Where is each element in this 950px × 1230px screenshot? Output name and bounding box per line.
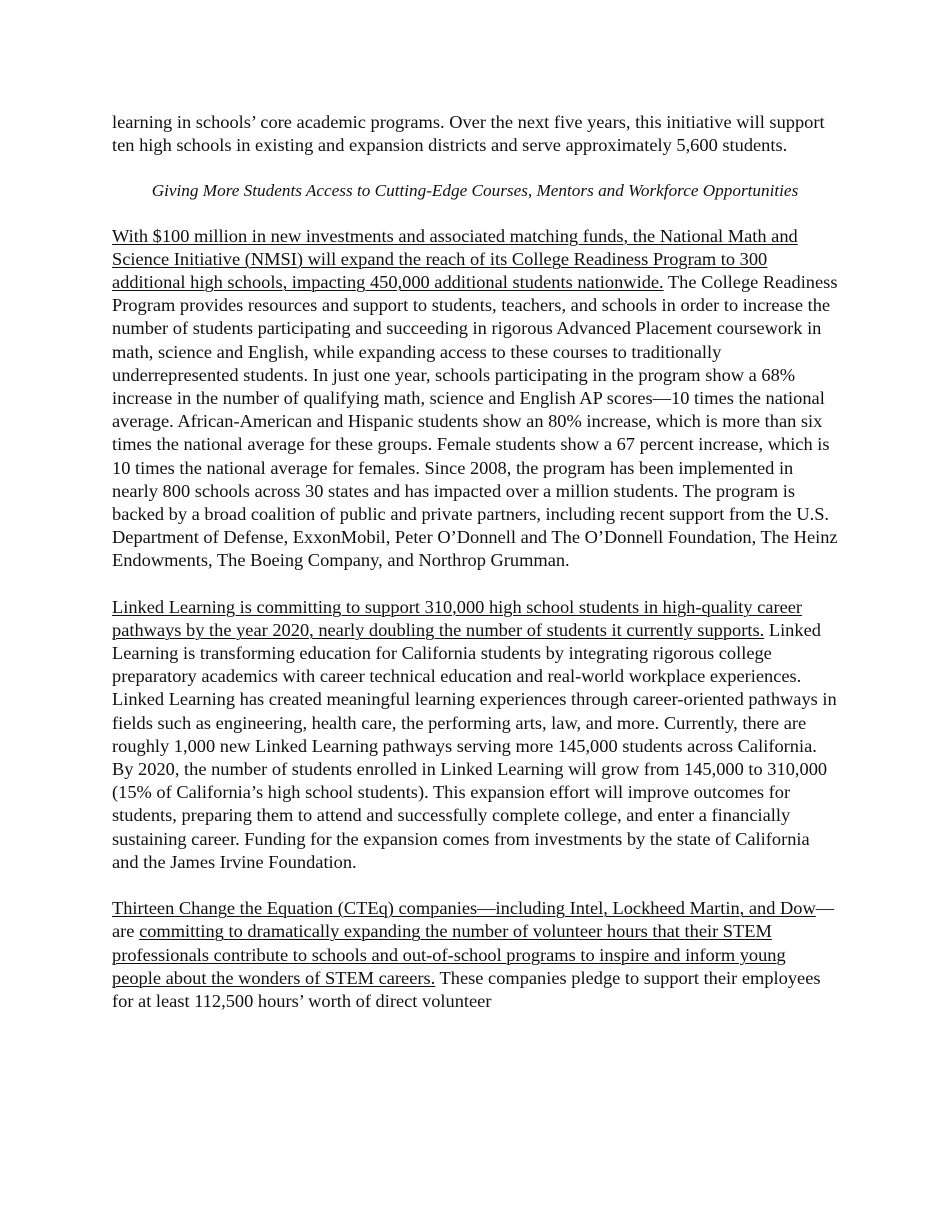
document-page [112,111,838,1036]
cteq-commitment: committing to dramatically expanding the number of volunteer hours that their STEM professionals contribute to schools and out-of-school programs to inspire and inform young people about the wonders of STEM careers. [112,921,786,988]
nmsi-paragraph [112,225,838,573]
intro-paragraph: learning in schools’ core academic programs. Over the next five years, this initiative will support ten high schools in existing and expansion districts and serve approximately 5,600 students. [112,112,825,156]
nmsi-body: The College Readiness Program provides resources and support to students, teachers, and schools in order to increase the number of students participating and succeeding in rigorous Advanced Placement coursework in math, science and English, while expanding access to these courses to traditionally underrepresented students. In just one year, schools participating in the program show a 68% increase in the number of qualifying math, science and English AP scores—10 times the national average. African-American and Hispanic students show an 80% increase, which is more than six times the national average for these groups. Female students show a 67 percent increase, which is 10 times the national average for females. Since 2008, the program has been implemented in nearly 800 schools across 30 states and has impacted over a million students. The program is backed by a broad coalition of public and private partners, including recent support from the U.S. Department of Defense, ExxonMobil, Peter O’Donnell and The O’Donnell Foundation, The Heinz Endowments, The Boeing Company, and Northrop Grumman. [112,272,838,571]
linked-learning-lead: Linked Learning is committing to support 310,000 high school students in high-quality career pathways by the year 2020, nearly doubling the number of students it currently supports. [112,596,803,640]
linked-learning-body: Linked Learning is transforming education for California students by integrating rigorous college preparatory academics with career technical education and real-world workplace experiences. Linked Learning has created meaningful learning experiences through career-oriented pathways in fields such as engineering, health care, the performing arts, law, and more. Currently, there are roughly 1,000 new Linked Learning pathways serving more 145,000 students across California. By 2020, the number of students enrolled in Linked Learning will grow from 145,000 to 310,000 (15% of California’s high school students). This expansion effort will improve outcomes for students, preparing them to attend and successfully complete college, and enter a financially sustaining career. Funding for the expansion comes from investments by the state of California and the James Irvine Foundation. [112,619,837,872]
cteq-middle: —are [112,898,835,942]
cteq-lead: Thirteen Change the Equation (CTEq) companies—including Intel, Lockheed Martin, and Dow [112,898,816,919]
linked-learning-paragraph [112,596,838,874]
section-subheading: Giving More Students Access to Cutting-Edge Courses, Mentors and Workforce Opportunities [151,181,799,201]
cteq-body: These companies pledge to support their employees for at least 112,500 hours’ worth of direct volunteer [112,967,821,1011]
nmsi-lead: With $100 million in new investments and associated matching funds, the National Math and Science Initiative (NMSI) will expand the reach of its College Readiness Program to 300 additional high schools, impacting 450,000 additional students nationwide. [112,225,798,293]
cteq-paragraph [112,897,838,1013]
